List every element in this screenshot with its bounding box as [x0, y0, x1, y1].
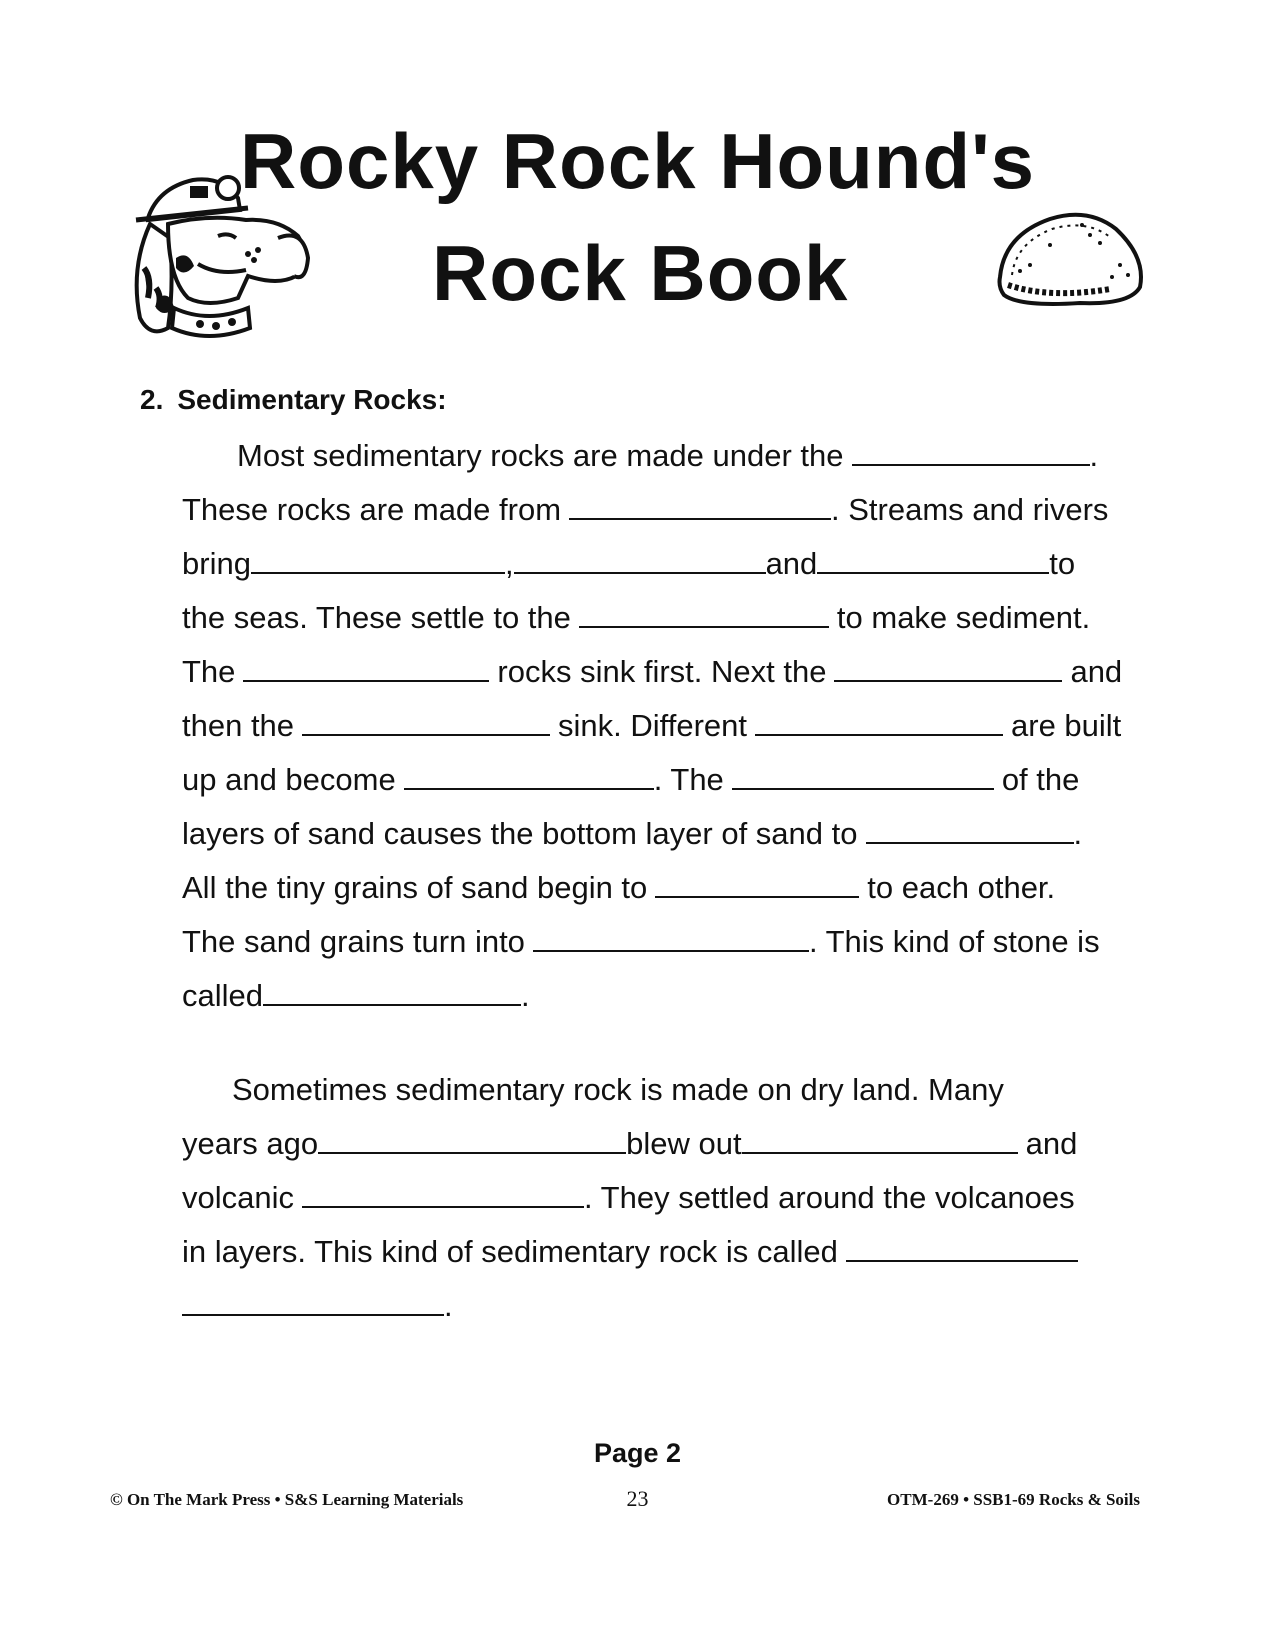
text: All the tiny grains of sand begin to	[182, 870, 648, 905]
answer-blank[interactable]	[655, 872, 859, 898]
text: .	[1089, 438, 1099, 473]
answer-blank[interactable]	[404, 764, 654, 790]
text: called	[182, 978, 263, 1013]
p1-line-9	[182, 872, 1144, 903]
text: of the	[1001, 762, 1080, 797]
text: The sand grains turn into	[182, 924, 525, 959]
answer-blank[interactable]	[579, 602, 829, 628]
text: then the	[182, 708, 295, 743]
p1-line-8	[182, 818, 1144, 849]
text: layers of sand causes the bottom layer of sand to	[182, 816, 858, 851]
p2-line-3	[182, 1182, 1144, 1213]
answer-blank[interactable]	[866, 818, 1074, 844]
text: . Streams and rivers	[831, 492, 1109, 527]
text: the seas. These settle to the	[182, 600, 571, 635]
text: .	[521, 978, 530, 1013]
text: to	[1049, 546, 1076, 581]
answer-blank[interactable]	[569, 494, 831, 520]
p2-line-5	[182, 1290, 1144, 1321]
answer-blank[interactable]	[251, 548, 505, 574]
section-heading	[140, 384, 447, 416]
copyright: © On The Mark Press • S&S Learning Materials	[110, 1490, 464, 1509]
answer-blank[interactable]	[302, 1182, 584, 1208]
section-title: Sedimentary Rocks:	[177, 384, 447, 415]
answer-blank[interactable]	[732, 764, 994, 790]
answer-blank[interactable]	[755, 710, 1003, 736]
page-number: 23	[626, 1486, 649, 1511]
text: These rocks are made from	[182, 492, 562, 527]
p1-line-11	[182, 980, 1144, 1011]
p1-line-3	[182, 548, 1144, 579]
rock-icon	[990, 205, 1150, 315]
section-number: 2.	[140, 384, 164, 415]
text: .	[1073, 816, 1083, 851]
text: to make sediment.	[836, 600, 1091, 635]
text: .	[444, 1288, 453, 1323]
text: to each other.	[867, 870, 1056, 905]
answer-blank[interactable]	[817, 548, 1049, 574]
text: . They settled around the volcanoes	[584, 1180, 1075, 1215]
p2-line-4	[182, 1236, 1144, 1267]
answer-blank[interactable]	[742, 1128, 1018, 1154]
text: . The	[653, 762, 724, 797]
page-label: Page 2	[593, 1438, 682, 1468]
p1-line-6	[182, 710, 1144, 741]
p1-line-4	[182, 602, 1144, 633]
text: blew out	[626, 1126, 742, 1161]
text: and	[765, 546, 818, 581]
text: . This kind of stone is	[808, 924, 1100, 959]
title-line-2: Rock Book	[432, 229, 849, 317]
text: rocks sink first. Next the	[497, 654, 827, 689]
answer-blank[interactable]	[318, 1128, 626, 1154]
answer-blank[interactable]	[514, 548, 766, 574]
text: years ago	[182, 1126, 319, 1161]
text: and	[1070, 654, 1123, 689]
text: The	[182, 654, 236, 689]
text: ,	[504, 546, 514, 581]
answer-blank[interactable]	[533, 926, 809, 952]
answer-blank[interactable]	[182, 1290, 444, 1316]
text: are built	[1011, 708, 1122, 743]
p1-line-2	[182, 494, 1144, 525]
text: sink. Different	[558, 708, 747, 743]
p2-line-2	[182, 1128, 1144, 1159]
answer-blank[interactable]	[846, 1236, 1078, 1262]
answer-blank[interactable]	[263, 980, 521, 1006]
p1-line-7	[182, 764, 1144, 795]
answer-blank[interactable]	[834, 656, 1062, 682]
text: in layers. This kind of sedimentary rock is called	[182, 1234, 838, 1269]
p1-line-10	[182, 926, 1144, 957]
p1-line-5	[182, 656, 1144, 687]
answer-blank[interactable]	[852, 440, 1090, 466]
text: Sometimes sedimentary rock is made on dry land. Many	[232, 1072, 1004, 1107]
p1-line-1	[182, 440, 1144, 471]
text: and	[1025, 1126, 1078, 1161]
text: volcanic	[182, 1180, 294, 1215]
answer-blank[interactable]	[243, 656, 489, 682]
text: bring	[182, 546, 251, 581]
p2-line-1	[182, 1074, 1144, 1105]
answer-blank[interactable]	[302, 710, 550, 736]
text: Most sedimentary rocks are made under the	[237, 438, 844, 473]
text: up and become	[182, 762, 396, 797]
title-line-1: Rocky Rock Hound's	[240, 117, 1036, 205]
product-code: OTM-269 • SSB1-69 Rocks & Soils	[887, 1490, 1140, 1509]
